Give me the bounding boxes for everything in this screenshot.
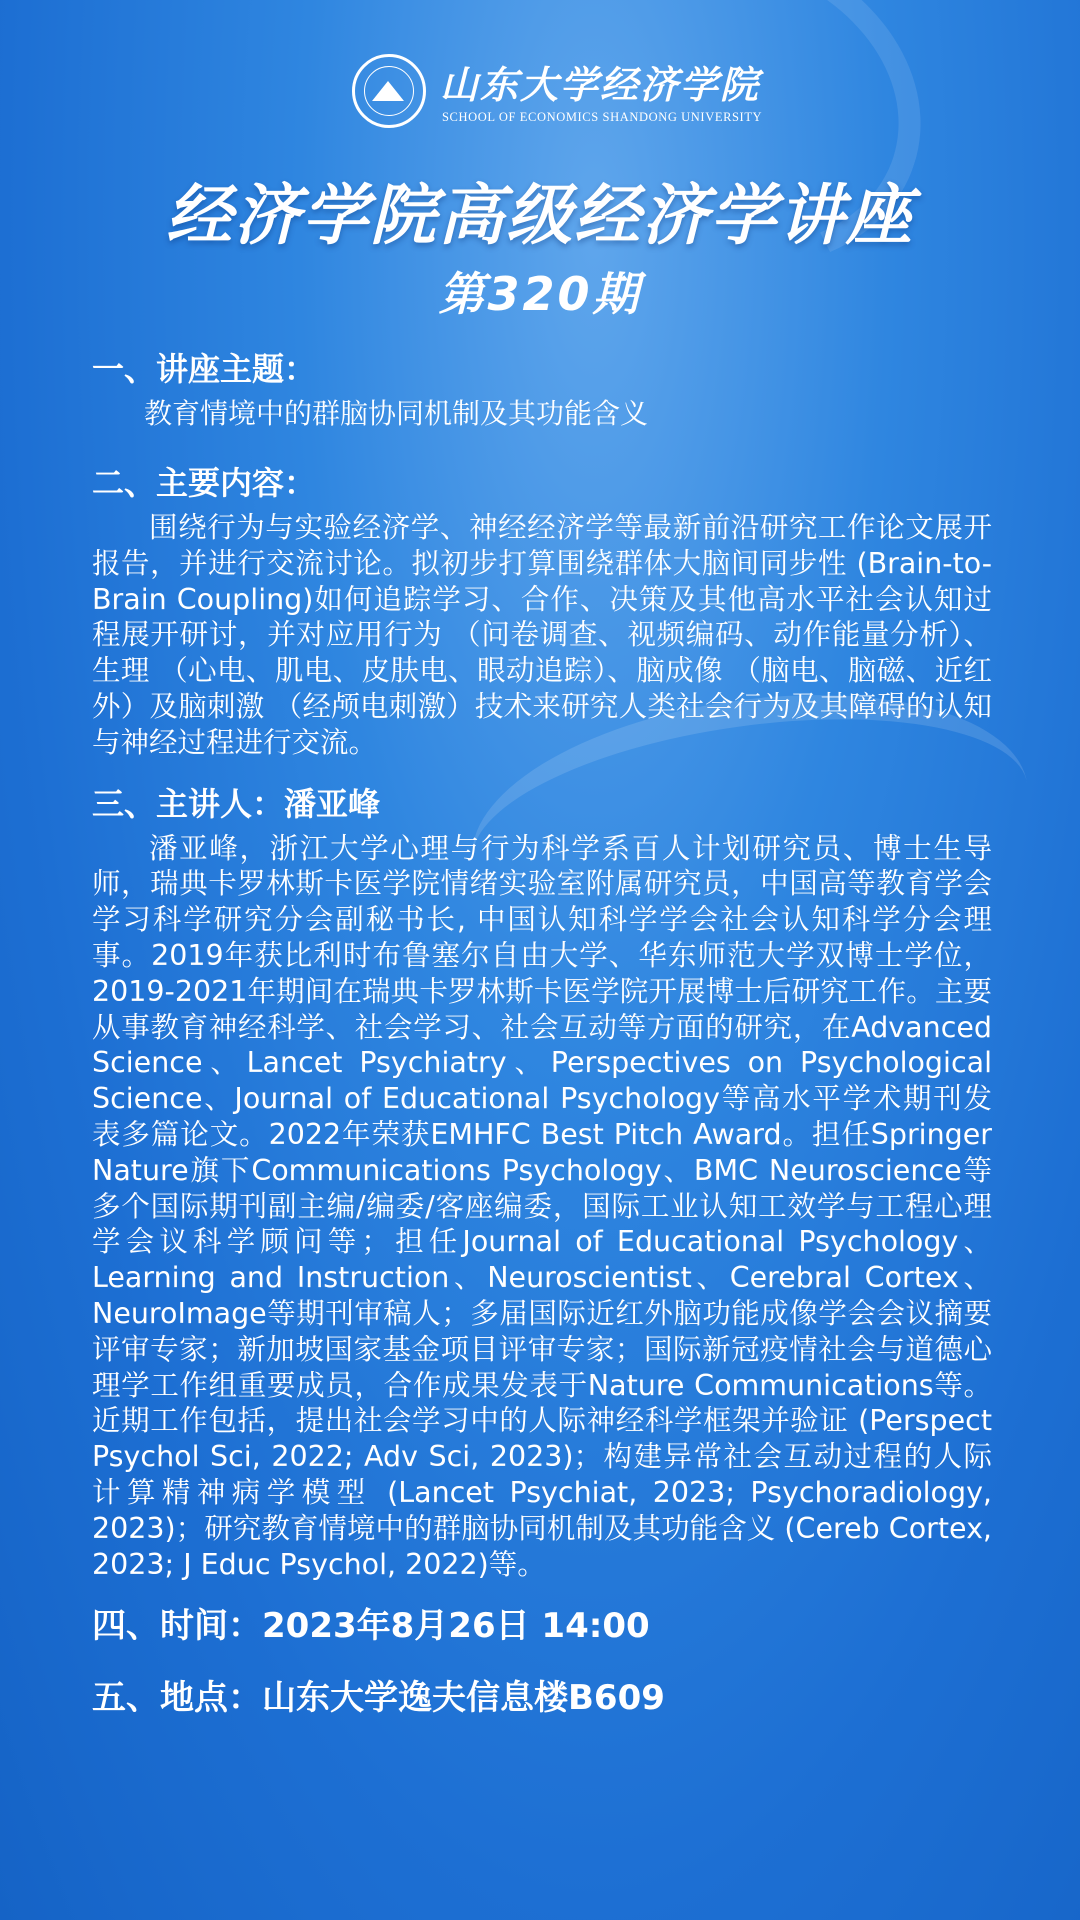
- university-seal-icon: [352, 54, 426, 128]
- poster-content: [92, 346, 992, 1722]
- speaker-heading: 三、主讲人：潘亚峰: [92, 784, 381, 823]
- poster-title: 经济学院高级经济学讲座: [166, 177, 914, 254]
- spacer: [92, 1650, 992, 1674]
- speaker-bio: 潘亚峰，浙江大学心理与行为科学系百人计划研究员、博士生导师，瑞典卡罗林斯卡医学院情绪实验室附属研究员，中国高等教育学会学习科学研究分会副秘书长, 中国认知科学学会社会认知科学分会理事。2019年获比利时布鲁塞尔自由大学、华东师范大学双博士学位，2019-2021年期间在瑞典卡罗林斯卡医学院开展博士后研究工作。主要从事教育神经科学、社会学习、社会互动等方面的研究，在Advanced Science、Lancet Psychiatry、Perspectives on Psychological Science、Journal of Educational Psychology等高水平学术期刊发表多篇论文。2022年荣获EMHFC Best Pitch Award。担任Springer Nature旗下Communications Psychology、BMC Neuroscience等多个国际期刊副主编/编委/客座编委，国际工业认知工效学与工程心理学会议科学顾问等；担任Journal of Educational Psychology、Learning and Instruction、Neuroscientist、Cerebral Cortex、NeuroImage等期刊审稿人；多届国际近红外脑功能成像学会会议摘要评审专家；新加坡国家基金项目评审专家；国际新冠疫情社会与道德心理学工作组重要成员，合作成果发表于Nature Communications等。近期工作包括，提出社会学习中的人际神经科学框架并验证 (Perspect Psychol Sci, 2022; Adv Sci, 2023)；构建异常社会互动过程的人际计算精神病学模型 (Lancet Psychiat, 2023; Psychoradiology, 2023)；研究教育情境中的群脑协同机制及其功能含义 (Cereb Cortex, 2023; J Educ Psychol, 2022)等。: [92, 831, 992, 1581]
- topic-text: 教育情境中的群脑协同机制及其功能含义: [144, 397, 649, 430]
- school-header: [0, 50, 1080, 132]
- seal-mountain-icon: [372, 81, 404, 101]
- lecture-location: 五、地点：山东大学逸夫信息楼B609: [92, 1678, 665, 1719]
- content-heading: 二、主要内容：: [92, 464, 317, 502]
- lecture-time: 四、时间：2023年8月26日 14:00: [92, 1606, 650, 1647]
- issue-number: 第320期: [438, 267, 642, 321]
- content-text: 围绕行为与实验经济学、神经经济学等最新前沿研究工作论文展开报告，并进行交流讨论。拟初步打算围绕群体大脑间同步性 (Brain-to-Brain Coupling)如何追踪学习、合作、决策及其他高水平社会认知过程展开研讨，并对应用行为 （问卷调查、视频编码、动作能量分析）、生理 （心电、肌电、皮肤电、眼动追踪）、脑成像 （脑电、脑磁、近红外）及脑刺激 （经颅电刺激）技术来研究人类社会行为及其障碍的认知与神经过程进行交流。: [92, 511, 992, 759]
- topic-heading: 一、讲座主题：: [92, 350, 317, 388]
- school-name-cn: 山东大学经济学院: [440, 62, 761, 107]
- school-name-en: SCHOOL OF ECONOMICS SHANDONG UNIVERSITY: [442, 110, 763, 124]
